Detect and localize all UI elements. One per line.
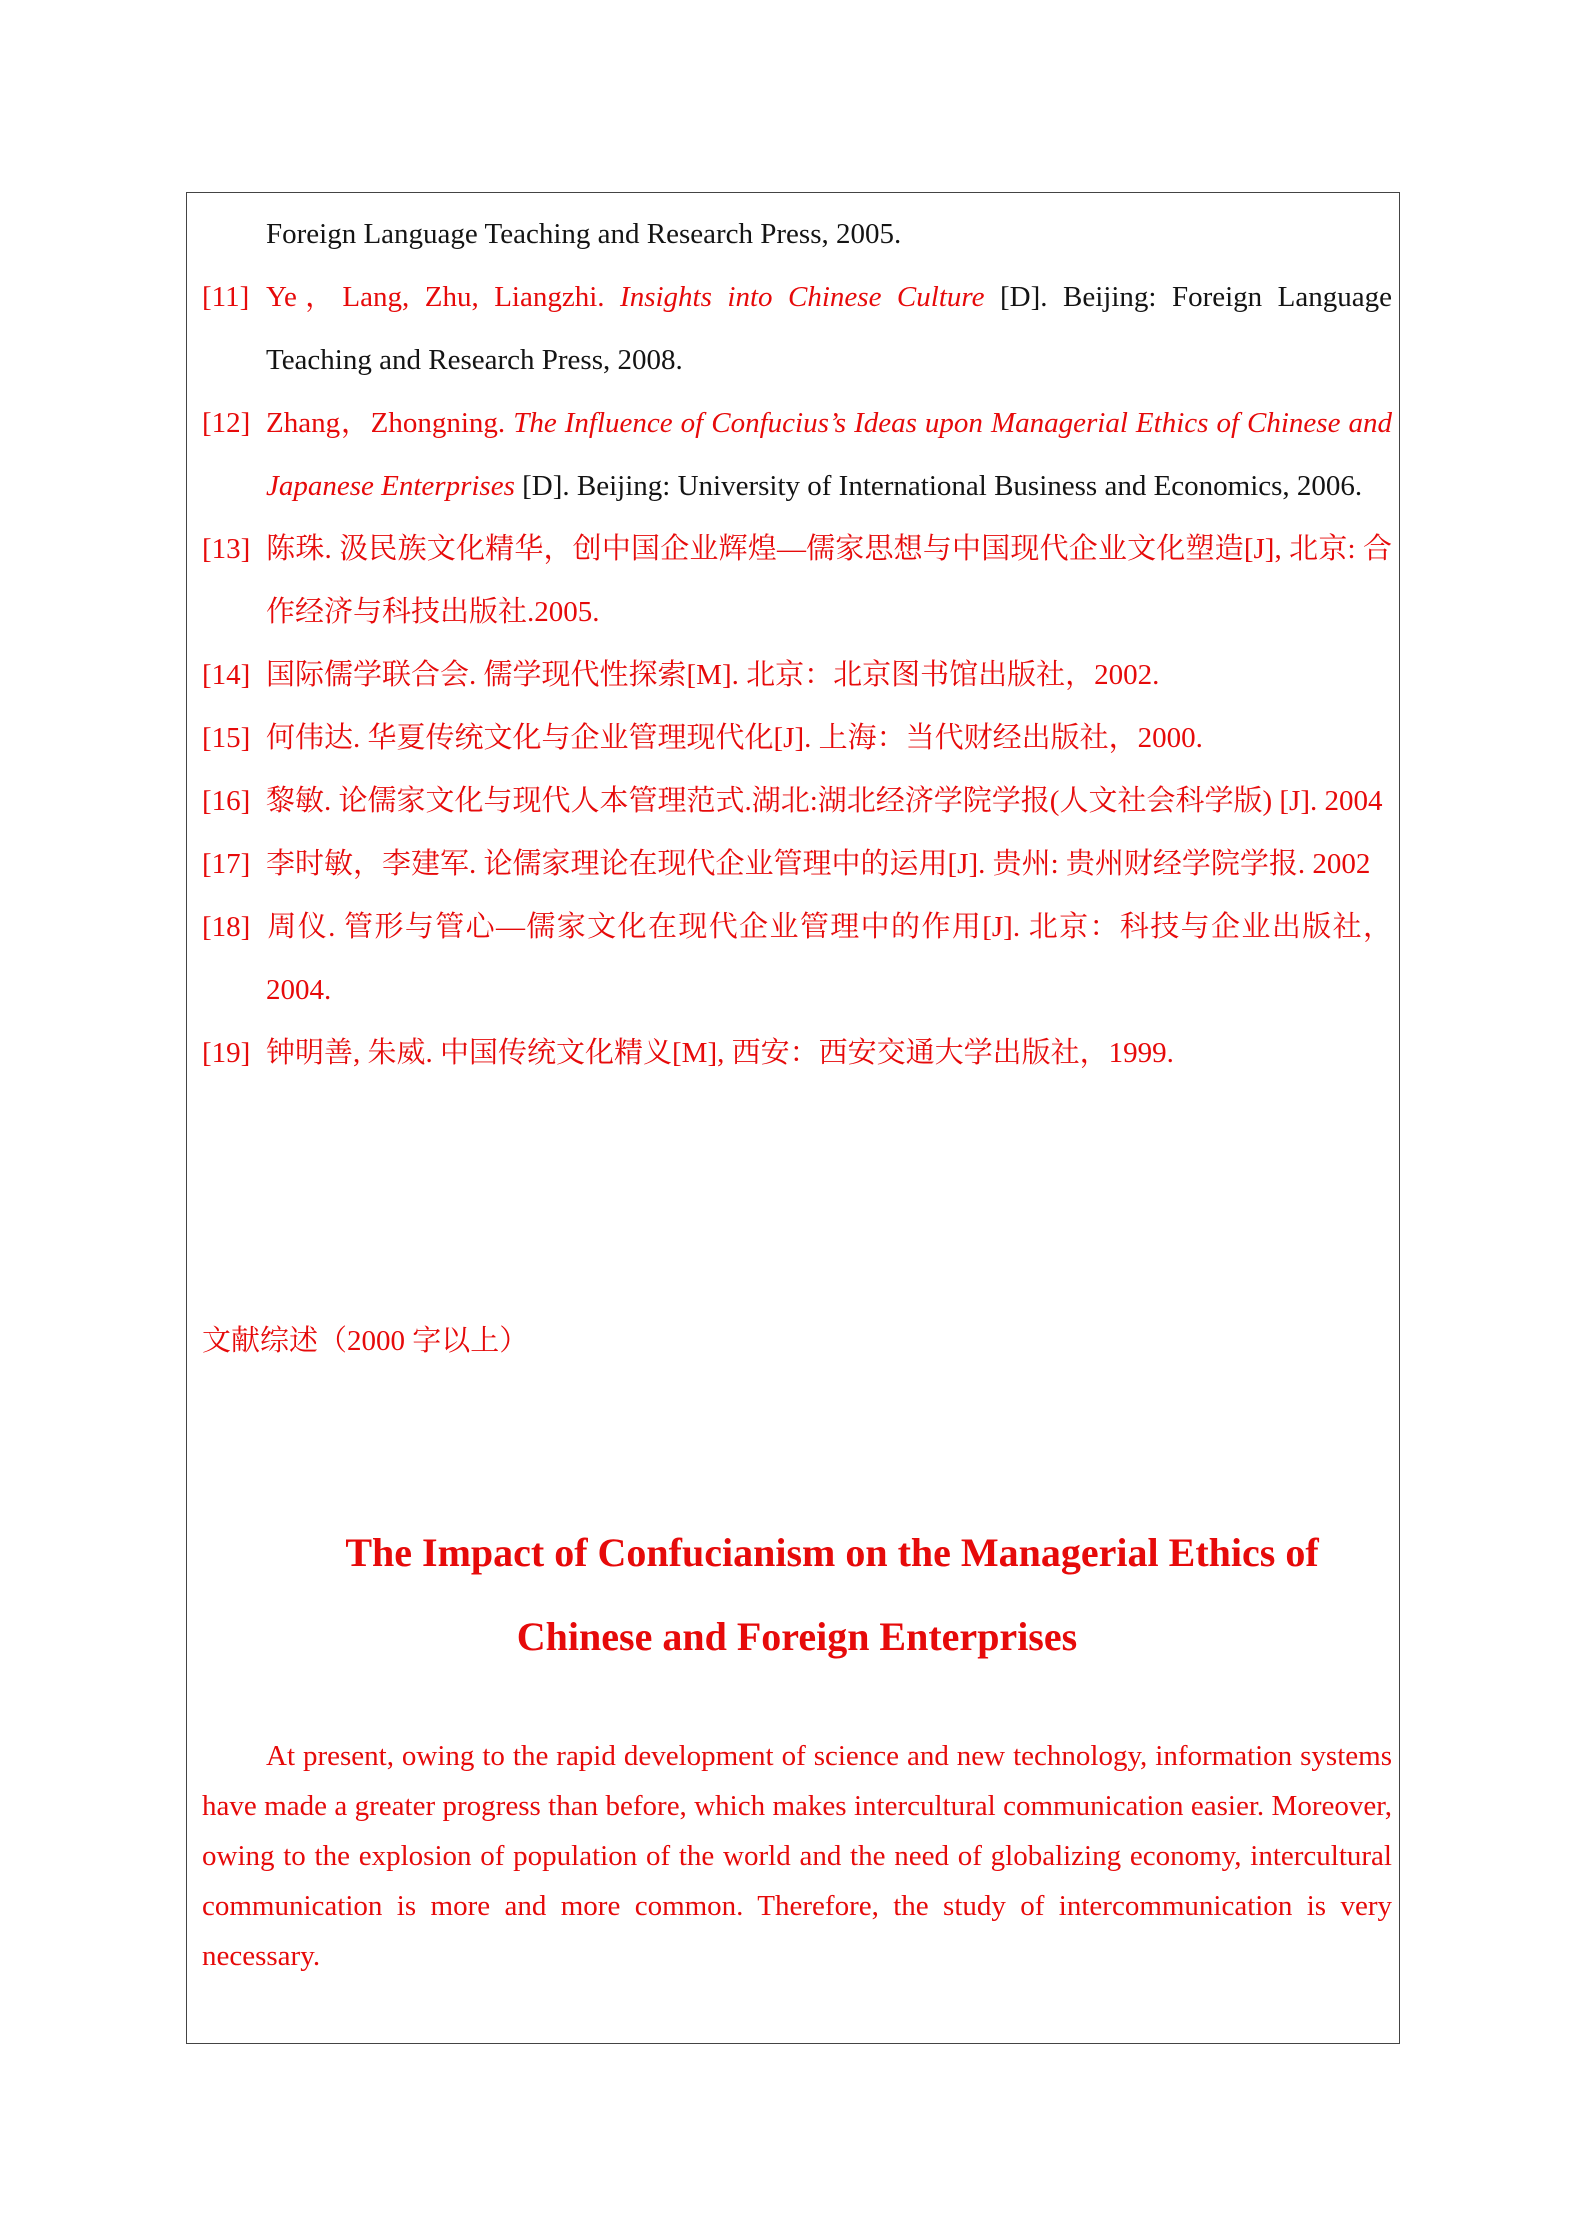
reference-item (202, 644, 1392, 707)
reference-text: 黎敏. 论儒家文化与现代人本管理范式.湖北:湖北经济学院学报(人文社会科学版) [J]. 2004 (266, 785, 1383, 817)
reference-text: [D]. Beijing: University of International Business and Economics, 2006. (514, 470, 1363, 502)
reference-text: Ye，Lang, Zhu, Liangzhi. (266, 281, 621, 313)
body-paragraph: At present, owing to the rapid development of science and new technology, information systems have made a greater progress than before, which makes intercultural communication easier. Moreover, owing to the explosion of population of the world and the need of globalizing economy, intercultural communication is more and more common. Therefore, the study of intercommunication is very necessary. (202, 1740, 1392, 1972)
reference-title: Insights into Chinese Culture (620, 281, 985, 313)
reference-item (202, 1022, 1392, 1085)
reference-item (202, 770, 1392, 833)
reference-text: 李时敏，李建军. 论儒家理论在现代企业管理中的运用[J]. 贵州: 贵州财经学院学报. 2002 (266, 848, 1371, 880)
reference-number: [12] (202, 407, 251, 439)
reference-text: 钟明善, 朱威. 中国传统文化精义[M], 西安：西安交通大学出版社，1999. (266, 1037, 1174, 1069)
reference-item (202, 896, 1392, 1022)
reference-text: [D]. Beijing: Foreign Language Teaching and Research Press, 2008. (266, 281, 1392, 376)
literature-review-label: 文献综述（2000 字以上） (202, 1325, 529, 1357)
reference-text: 陈珠. 汲民族文化精华，创中国企业辉煌—儒家思想与中国现代企业文化塑造[J], 北京: 合作经济与科技出版社.2005. (266, 533, 1392, 628)
reference-item (202, 266, 1392, 392)
reference-text: 何伟达. 华夏传统文化与企业管理现代化[J]. 上海：当代财经出版社，2000. (266, 722, 1203, 754)
reference-number: [16] (202, 785, 251, 817)
reference-item (202, 833, 1392, 896)
reference-text: 周仪. 管形与管心—儒家文化在现代企业管理中的作用[J]. 北京：科技与企业出版社，2004. (266, 911, 1392, 1006)
essay-title-line-2: Chinese and Foreign Enterprises (516, 1614, 1078, 1659)
reference-number: [15] (202, 722, 251, 754)
reference-number: [18] (202, 911, 251, 943)
reference-text: Foreign Language Teaching and Research Press, 2005. (266, 218, 902, 250)
reference-item (202, 518, 1392, 644)
reference-number: [13] (202, 533, 251, 565)
reference-text: 国际儒学联合会. 儒学现代性探索[M]. 北京：北京图书馆出版社，2002. (266, 659, 1160, 691)
reference-number: [17] (202, 848, 251, 880)
reference-number: [19] (202, 1037, 251, 1069)
reference-list (202, 203, 1392, 1085)
reference-item (202, 392, 1392, 518)
literature-review-form-box (186, 192, 1400, 2044)
reference-text: Zhang，Zhongning. (266, 407, 514, 439)
reference-title: The Influence of Confucius’s Ideas upon Managerial Ethics of Chinese and Japanese Enterprises (266, 407, 1392, 502)
reference-item (202, 707, 1392, 770)
reference-continuation (202, 203, 1392, 266)
reference-number: [14] (202, 659, 251, 691)
reference-number: [11] (202, 281, 250, 313)
essay-title-line-1: The Impact of Confucianism on the Managerial Ethics of (345, 1530, 1319, 1575)
